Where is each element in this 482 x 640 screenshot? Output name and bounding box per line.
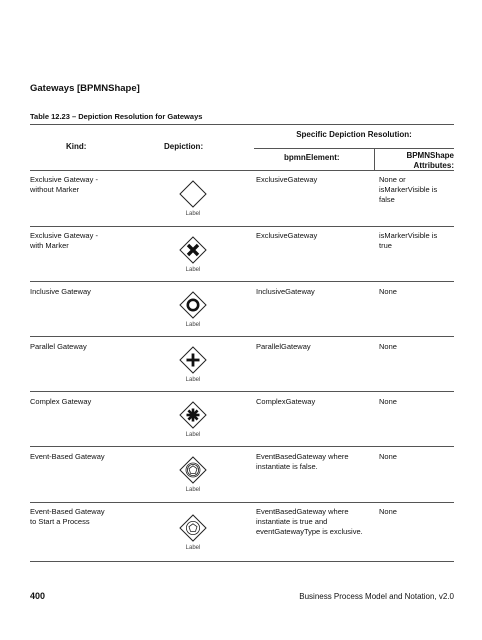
table-row-kind: Exclusive Gateway - with Marker: [30, 231, 98, 250]
table-row-element: EventBasedGateway where instantiate is true and eventGatewayType is exclusive.: [256, 507, 363, 536]
table-rule: [30, 391, 454, 392]
table-row-attributes: isMarkerVisible is true: [379, 231, 438, 250]
table-row-element: EventBasedGateway where instantiate is false.: [256, 452, 349, 471]
table-row-element: ExclusiveGateway: [256, 231, 318, 240]
table-row-kind: Inclusive Gateway: [30, 287, 91, 296]
table-rule: [30, 281, 454, 282]
header-specific-resolution: Specific Depiction Resolution:: [296, 130, 412, 139]
page-number: 400: [30, 591, 46, 601]
table-rule: [30, 561, 454, 562]
gateway-shape: Label: [179, 180, 207, 220]
table-row-kind: Exclusive Gateway - without Marker: [30, 175, 98, 194]
table-row-attributes: None: [379, 452, 397, 461]
table-row-element: InclusiveGateway: [256, 287, 315, 296]
section-heading: Gateways [BPMNShape]: [30, 83, 140, 94]
table-row-element: ComplexGateway: [256, 397, 316, 406]
gateway-shape: Label: [179, 346, 207, 386]
table-row-element: ParallelGateway: [256, 342, 311, 351]
table-rule: [30, 226, 454, 227]
table-caption: Table 12.23 – Depiction Resolution for Gateways: [30, 112, 203, 121]
table-rule: [30, 446, 454, 447]
gateway-shape: Label: [179, 236, 207, 276]
table-row-kind: Event-Based Gateway: [30, 452, 105, 461]
header-bpmn-shape: BPMNShape: [406, 151, 454, 160]
table-row-attributes: None: [379, 287, 397, 296]
event-based-gateway-icon: [179, 456, 207, 486]
table-row-attributes: None or isMarkerVisible is false: [379, 175, 438, 204]
exclusive-gateway-marker-icon: [179, 236, 207, 266]
table-rule: [30, 502, 454, 503]
table-row-kind: Parallel Gateway: [30, 342, 87, 351]
gateway-shape: Label: [179, 514, 207, 554]
gateway-shape: Label: [179, 401, 207, 441]
table-row-element: ExclusiveGateway: [256, 175, 318, 184]
header-bpmn-element: bpmnElement:: [284, 153, 340, 162]
table-rule: [30, 124, 454, 125]
header-kind: Kind:: [66, 142, 87, 151]
table-rule: [374, 148, 375, 170]
table-rule: [30, 336, 454, 337]
table-row-kind: Event-Based Gateway to Start a Process: [30, 507, 105, 526]
table-rule: [254, 148, 454, 149]
header-bpmn-shape-attributes: Attributes:: [413, 161, 454, 170]
inclusive-gateway-icon: [179, 291, 207, 321]
gateway-shape: Label: [179, 456, 207, 496]
header-depiction: Depiction:: [164, 142, 204, 151]
table-row-attributes: None: [379, 342, 397, 351]
event-based-start-gateway-icon: [179, 514, 207, 544]
document-title: Business Process Model and Notation, v2.0: [299, 592, 454, 601]
table-row-attributes: None: [379, 397, 397, 406]
parallel-gateway-icon: [179, 346, 207, 376]
exclusive-gateway-no-marker-icon: [179, 180, 207, 210]
complex-gateway-icon: [179, 401, 207, 431]
gateway-shape: Label: [179, 291, 207, 331]
table-row-kind: Complex Gateway: [30, 397, 92, 406]
table-row-attributes: None: [379, 507, 397, 516]
